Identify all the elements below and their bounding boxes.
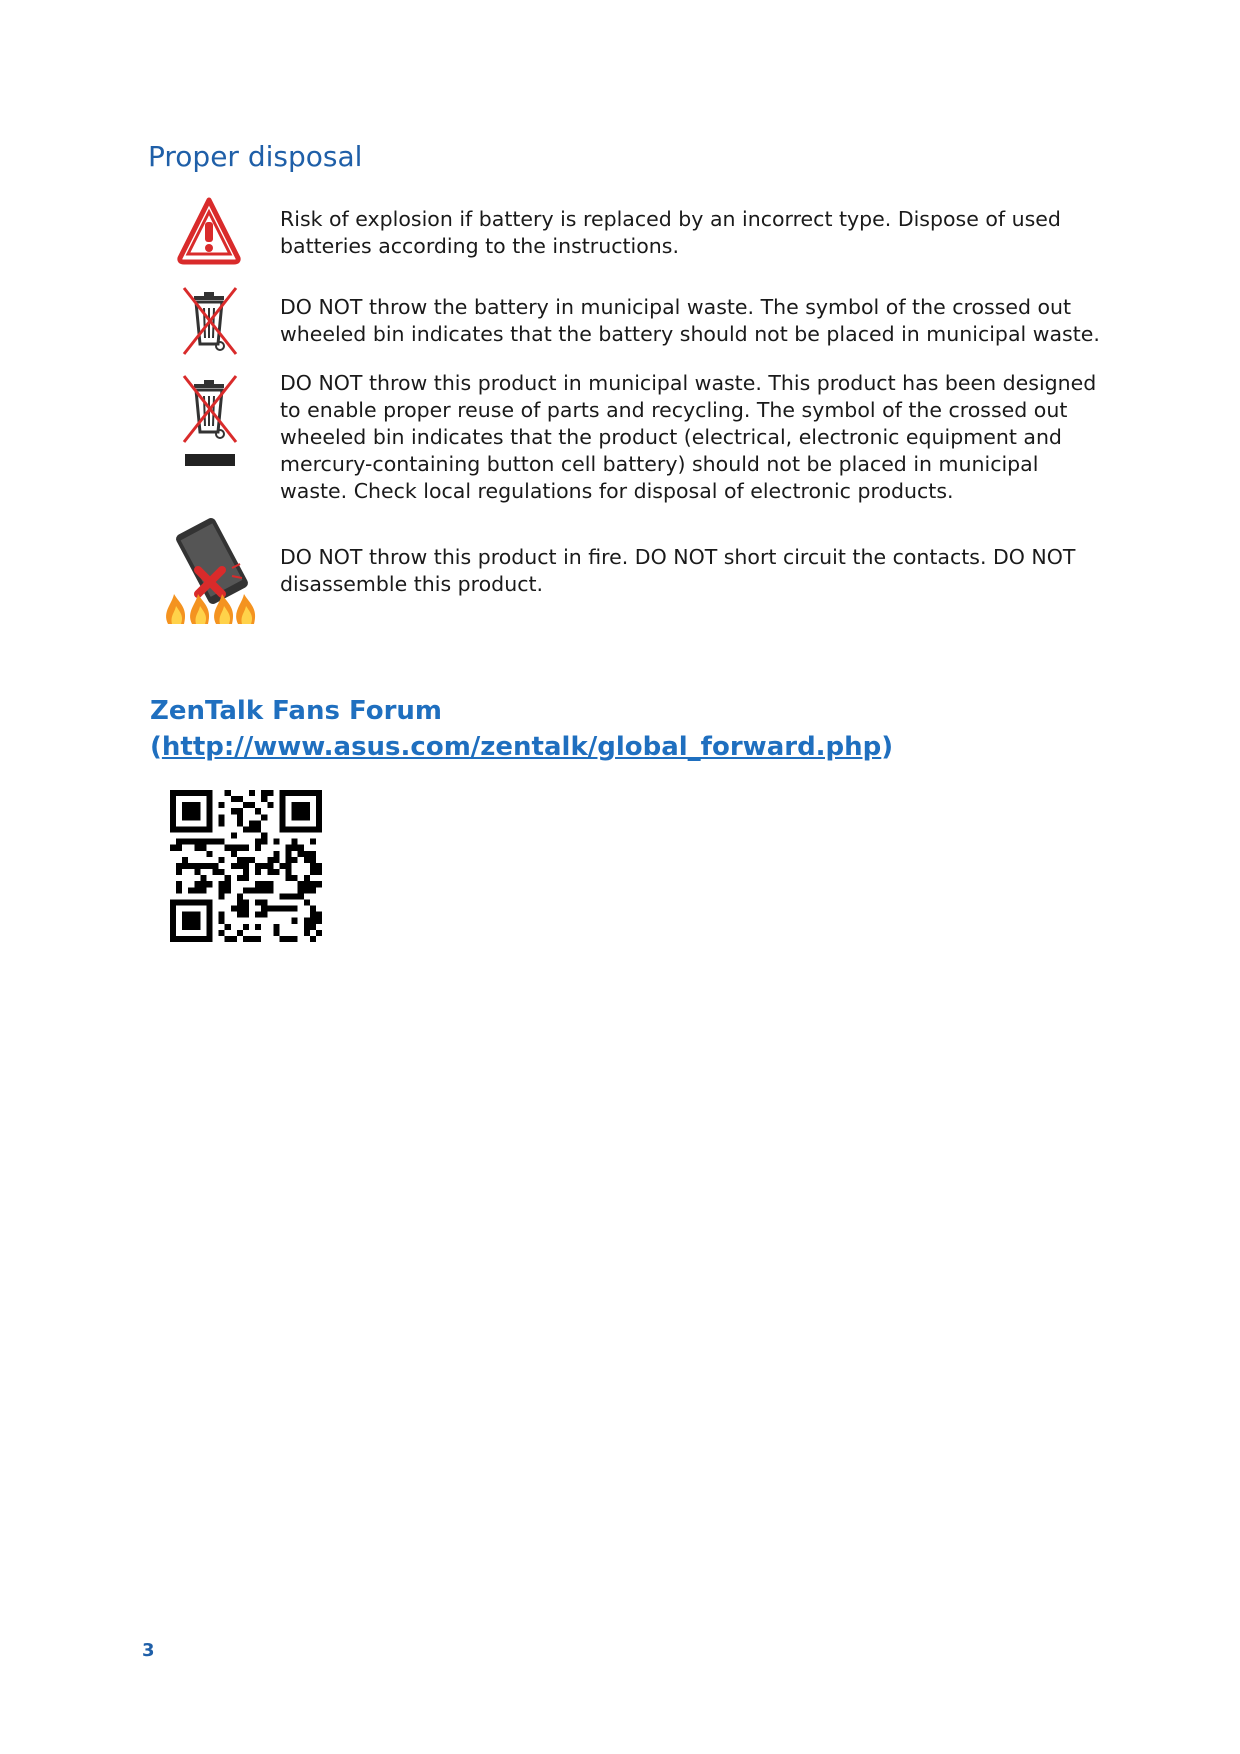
forum-link-close-paren: ) [881, 732, 894, 762]
crossed-bin-icon [180, 284, 240, 358]
forum-link-open-paren: ( [150, 732, 162, 762]
forum-link-line [150, 732, 893, 762]
forum-title: ZenTalk Fans Forum [150, 696, 442, 726]
page-title: Proper disposal [148, 140, 363, 173]
qr-code-icon [170, 790, 322, 942]
warning-icon [176, 196, 242, 266]
crossed-bin-bar-icon [180, 372, 240, 468]
forum-link[interactable]: http://www.asus.com/zentalk/global_forward.php [161, 732, 882, 762]
disposal-text-battery-waste: DO NOT throw the battery in municipal waste. The symbol of the crossed out wheeled bin indicates that the battery should not be placed in municipal waste. [280, 295, 1100, 346]
no-fire-icon [162, 516, 258, 628]
disposal-text-battery-type: Risk of explosion if battery is replaced by an incorrect type. Dispose of used batteries according to the instructions. [280, 207, 1061, 258]
disposal-text-product-waste: DO NOT throw this product in municipal waste. This product has been designed to enable proper reuse of parts and recycling. The symbol of the crossed out wheeled bin indicates that the product (electrical, electronic equipment and mercury-containing button cell battery) should not be placed in municipal waste. Check local regulations for disposal of electronic products. [280, 371, 1097, 503]
page-number: 3 [142, 1640, 155, 1661]
disposal-text-fire: DO NOT throw this product in fire. DO NOT short circuit the contacts. DO NOT disassemble this product. [280, 545, 1076, 596]
